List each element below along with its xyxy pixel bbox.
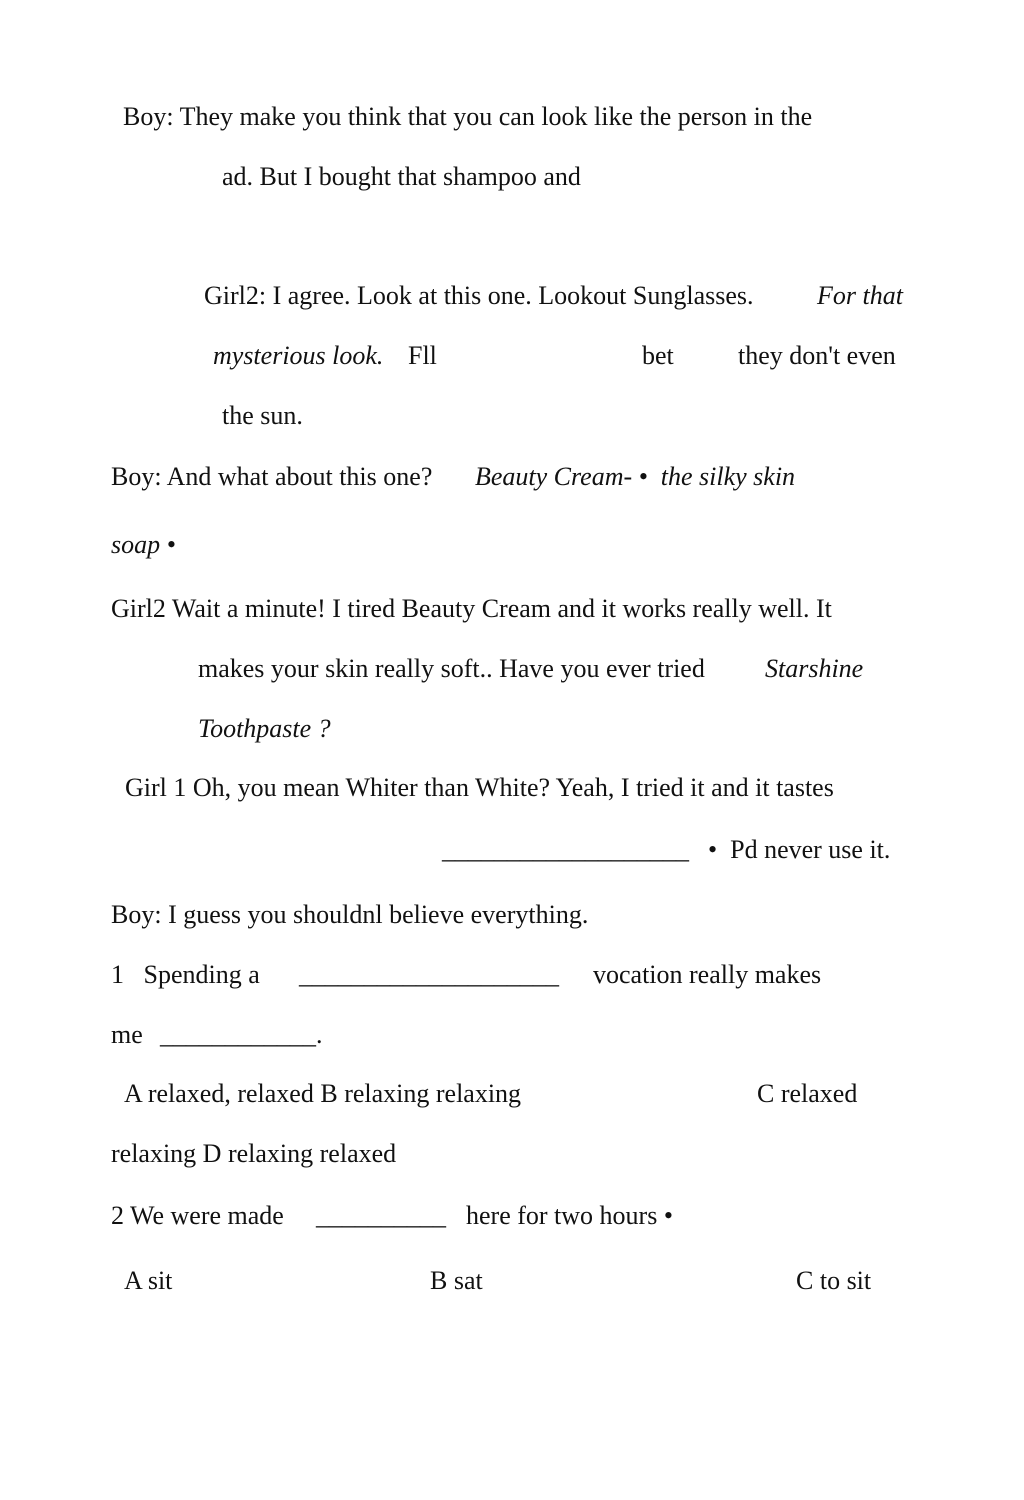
dialogue-line-girl2-2-word: Fll [408, 341, 437, 370]
question-1-blank: ____________________ [299, 960, 559, 989]
question-2-blank: __________ [316, 1201, 446, 1230]
question-1-stem: 1 Spending a [111, 960, 260, 989]
dialogue-line-girl2-1-italic: For that [817, 281, 903, 310]
dialogue-line-girl2-3: the sun. [222, 401, 303, 430]
question-1-options-cont: relaxing D relaxing relaxed [111, 1139, 397, 1168]
dialogue-line-girl1-1: Girl 1 Oh, you mean Whiter than White? Yeah, I tried it and it tastes [125, 773, 834, 802]
dialogue-line-boy-1-cont: ad. But I bought that shampoo and [222, 162, 581, 191]
dialogue-line-girl2-1: Girl2: I agree. Look at this one. Lookout Sunglasses. [204, 281, 754, 310]
dialogue-line-girl2-2-word: bet [642, 341, 674, 370]
question-2-stem: 2 We were made [111, 1201, 284, 1230]
question-1-options: A relaxed, relaxed B relaxing relaxing [124, 1079, 522, 1108]
dialogue-line-boy-2-italic: Beauty Cream- • the silky skin [475, 462, 796, 491]
dialogue-line-girl2-5-italic: Starshine [765, 654, 864, 683]
fill-in-blank: ___________________ [442, 835, 689, 864]
question-2-option-c: C to sit [796, 1266, 872, 1295]
question-1-stem-end: me [111, 1020, 143, 1049]
question-2-option-a: A sit [124, 1266, 173, 1295]
dialogue-line-boy-2-cont: soap • [111, 530, 176, 559]
question-1-stem-cont: vocation really makes [593, 960, 822, 989]
dialogue-line-boy-3: Boy: I guess you shouldnl believe everything. [111, 900, 589, 929]
dialogue-line-girl2-2-end: they don't even [738, 341, 896, 370]
dialogue-line-girl2-6-italic: Toothpaste ? [198, 714, 331, 743]
question-1-option-c: C relaxed [757, 1079, 858, 1108]
dialogue-line-boy-1: Boy: They make you think that you can look like the person in the [123, 102, 813, 131]
question-1-blank: ____________. [160, 1020, 323, 1049]
dialogue-line-girl2-2-italic: mysterious look. [213, 341, 384, 370]
dialogue-line-boy-2: Boy: And what about this one? [111, 462, 433, 491]
dialogue-line-girl2-5: makes your skin really soft.. Have you ever tried [198, 654, 705, 683]
question-2-stem-cont: here for two hours • [466, 1201, 673, 1230]
dialogue-line-girl2-4: Girl2 Wait a minute! I tired Beauty Cream and it works really well. It [111, 594, 832, 623]
question-2-option-b: B sat [430, 1266, 483, 1295]
dialogue-line-girl1-2: • Pd never use it. [708, 835, 891, 864]
